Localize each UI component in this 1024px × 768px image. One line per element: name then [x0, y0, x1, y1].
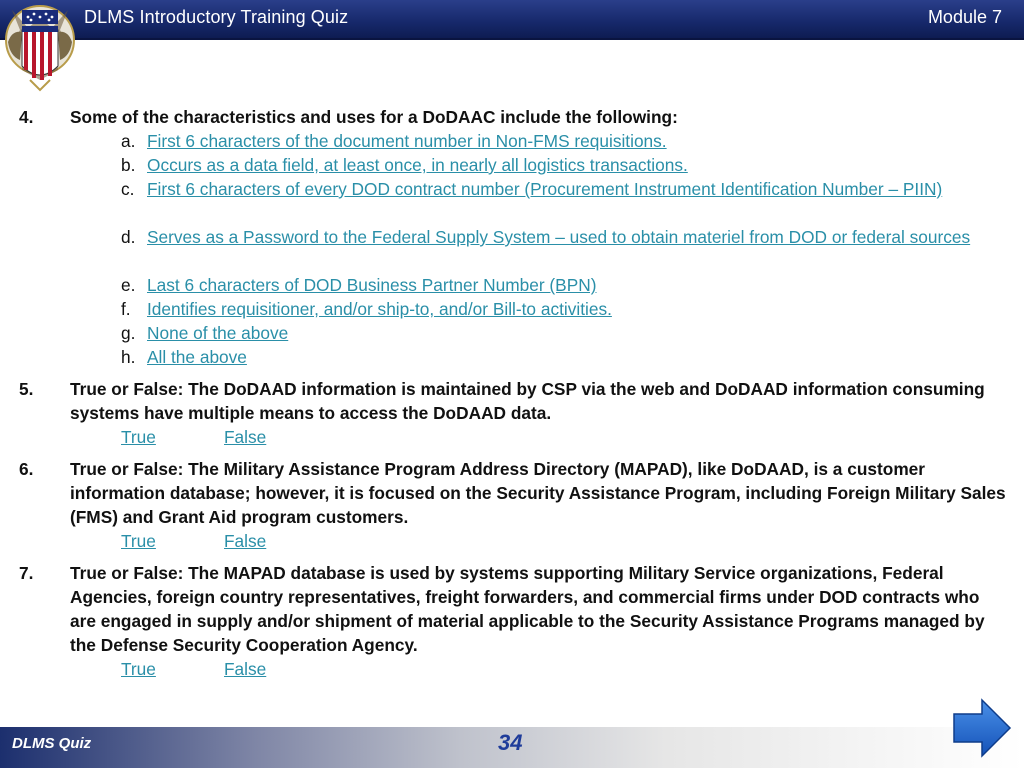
- question-number: 4.: [19, 107, 34, 127]
- option-letter: f.: [121, 299, 131, 319]
- question-number: 7.: [19, 563, 34, 583]
- q7-true-link[interactable]: True: [121, 659, 156, 679]
- option-a-link[interactable]: First 6 characters of the document number in Non-FMS requisitions.: [147, 131, 667, 151]
- question-text: True or False: The DoDAAD information is maintained by CSP via the web and DoDAAD information consuming systems have multiple means to access the DoDAAD data.: [70, 379, 985, 423]
- q6-false-link[interactable]: False: [224, 531, 267, 551]
- question-text: Some of the characteristics and uses for a DoDAAC include the following:: [70, 107, 678, 127]
- question-text: True or False: The Military Assistance Program Address Directory (MAPAD), like DoDAAD, is a customer information database; however, it is focused on the Security Assistance Program, including Foreign Military Sales (FMS) and Grant Aid program customers.: [70, 459, 1006, 527]
- option-g-link[interactable]: None of the above: [147, 323, 289, 343]
- q5-true-link[interactable]: True: [121, 427, 156, 447]
- question-text: True or False: The MAPAD database is used by systems supporting Military Service organizations, Federal Agencies, foreign country representatives, freight forwarders, and commercial firms under DOD contracts who are engaged in supply and/or shipment of material applicable to the Security Assistance Programs managed by the Defense Security Cooperation Agency.: [70, 563, 985, 655]
- next-arrow-icon[interactable]: [952, 698, 1012, 758]
- option-letter: g.: [121, 323, 136, 343]
- option-letter: b.: [121, 155, 136, 175]
- q6-true-link[interactable]: True: [121, 531, 156, 551]
- option-letter: c.: [121, 179, 135, 199]
- header-title: DLMS Introductory Training Quiz: [84, 7, 349, 27]
- q5-false-link[interactable]: False: [224, 427, 267, 447]
- module-label: Module 7: [927, 7, 1002, 27]
- footer-label: DLMS Quiz: [12, 735, 92, 752]
- option-letter: d.: [121, 227, 136, 247]
- option-d-link[interactable]: Serves as a Password to the Federal Supply System – used to obtain materiel from DOD or federal sources: [147, 227, 971, 247]
- page-number: 34: [498, 730, 523, 755]
- question-number: 6.: [19, 459, 34, 479]
- footer-bar: [0, 727, 1024, 768]
- question-number: 5.: [19, 379, 34, 399]
- option-c-link[interactable]: First 6 characters of every DOD contract number (Procurement Instrument Identification Number – PIIN): [147, 179, 943, 199]
- option-e-link[interactable]: Last 6 characters of DOD Business Partner Number (BPN): [147, 275, 597, 295]
- option-letter: h.: [121, 347, 136, 367]
- q7-false-link[interactable]: False: [224, 659, 267, 679]
- option-f-link[interactable]: Identifies requisitioner, and/or ship-to, and/or Bill-to activities.: [147, 299, 612, 319]
- dla-seal-icon: [2, 0, 78, 92]
- option-letter: e.: [121, 275, 136, 295]
- option-letter: a.: [121, 131, 136, 151]
- option-h-link[interactable]: All the above: [147, 347, 247, 367]
- option-b-link[interactable]: Occurs as a data field, at least once, in nearly all logistics transactions.: [147, 155, 688, 175]
